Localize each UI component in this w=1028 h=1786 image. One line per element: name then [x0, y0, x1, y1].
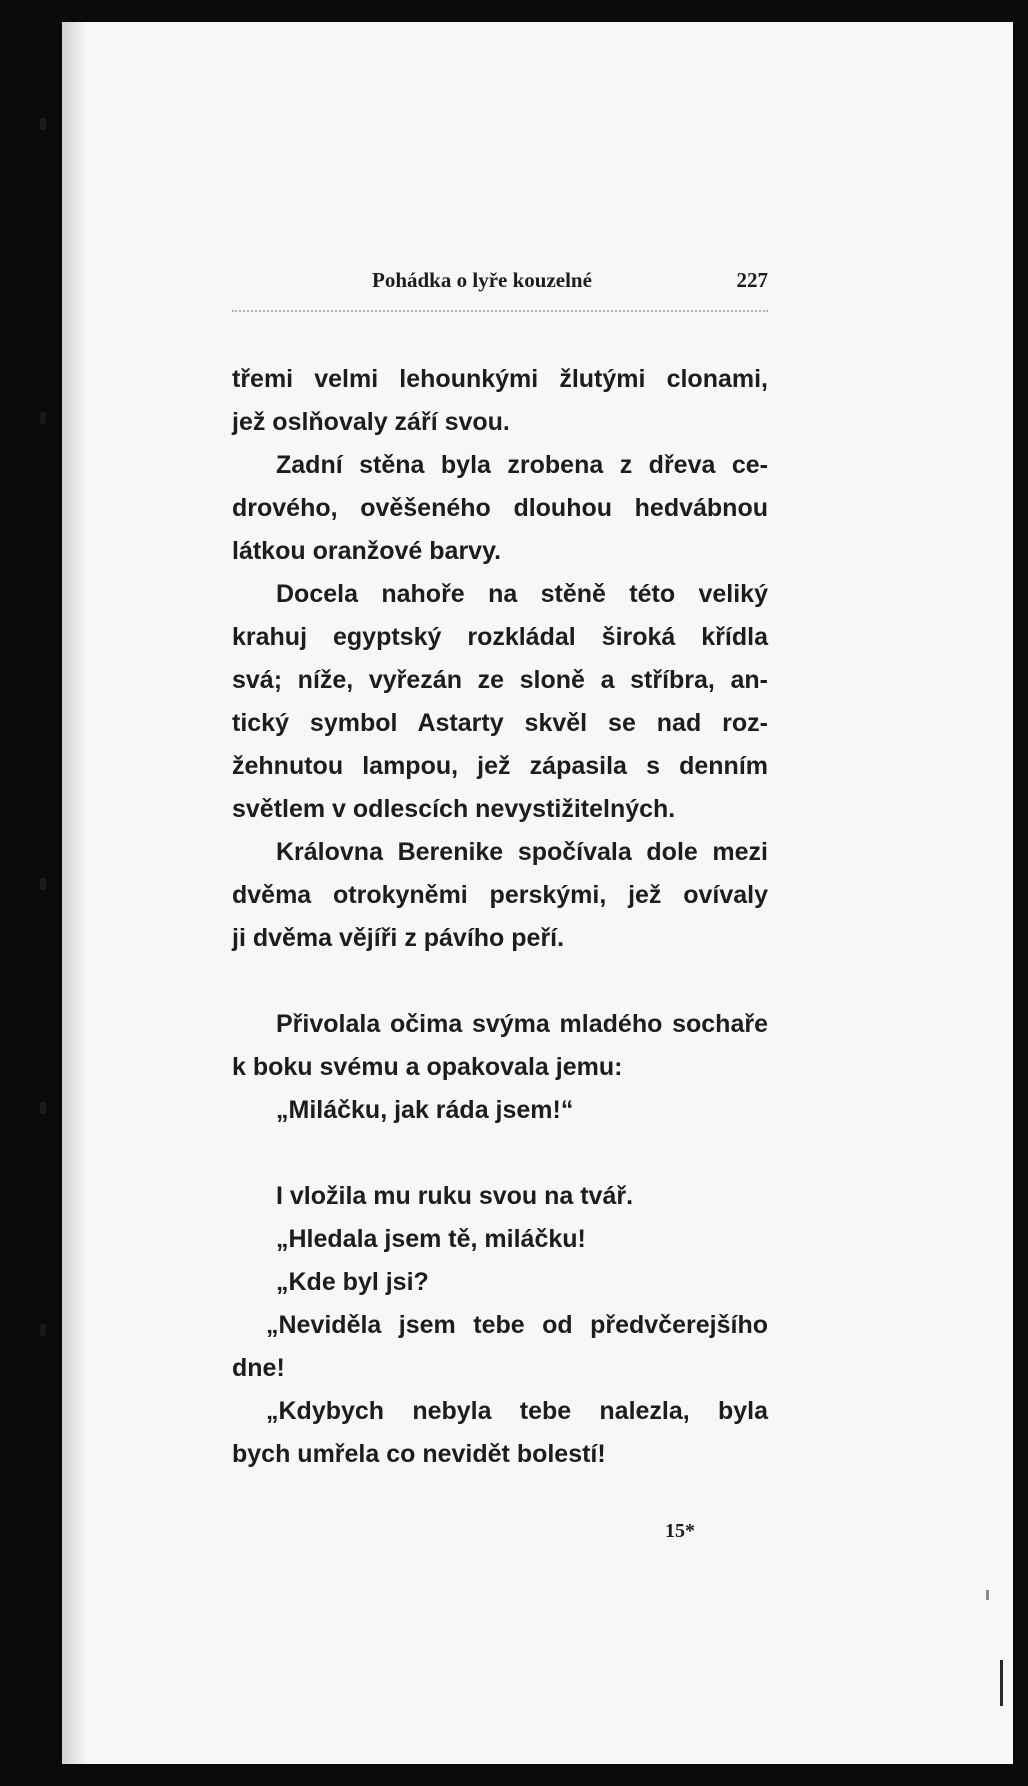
gutter-shadow	[65, 22, 87, 1764]
text-line: I vložila mu ruku svou na tvář.	[276, 1182, 634, 1210]
text-line: „Kdybych nebyla tebe nalezla, byla	[266, 1397, 768, 1425]
text-line: „Hledala jsem tě, miláčku!	[276, 1225, 586, 1253]
text-line: dne!	[232, 1354, 285, 1382]
text-line: třemi velmi lehounkými žlutými clonami,	[232, 365, 768, 393]
text-line: k boku svému a opakovala jemu:	[232, 1053, 623, 1081]
body-text	[232, 358, 768, 1476]
text-line: svá; níže, vyřezán ze sloně a stříbra, an-	[232, 666, 768, 694]
signature-mark: 15*	[665, 1520, 695, 1542]
text-line: Zadní stěna byla zrobena z dřeva ce-	[276, 451, 768, 479]
paragraph-gap	[232, 960, 768, 1003]
text-line: krahuj egyptský rozkládal široká křídla	[232, 623, 768, 651]
text-line: žehnutou lampou, jež zápasila s denním	[232, 752, 768, 780]
running-title: Pohádka o lyře kouzelné	[372, 268, 592, 292]
text-line: jež oslňovaly září svou.	[232, 408, 510, 436]
text-line: „Neviděla jsem tebe od předvčerejšího	[266, 1311, 768, 1339]
margin-mark	[40, 412, 46, 424]
margin-mark	[40, 878, 46, 890]
text-line: látkou oranžové barvy.	[232, 537, 502, 565]
margin-mark	[40, 118, 46, 130]
text-line: světlem v odlescích nevystižitelných.	[232, 795, 676, 823]
text-line: bych umřela co nevidět bolestí!	[232, 1440, 606, 1468]
text-line: Docela nahoře na stěně této veliký	[276, 580, 768, 608]
margin-mark	[40, 1324, 46, 1336]
page-edge-mark	[1000, 1660, 1003, 1706]
page-number: 227	[736, 268, 768, 292]
paragraph-gap	[232, 1132, 768, 1175]
header-rule	[232, 310, 768, 312]
text-line: ji dvěma vějíři z pávího peří.	[232, 924, 565, 952]
text-line: Královna Berenike spočívala dole mezi	[276, 838, 768, 866]
text-line: drového, ověšeného dlouhou hedvábnou	[232, 494, 768, 522]
text-line: dvěma otrokyněmi perskými, jež ovívaly	[232, 881, 768, 909]
text-line: „Miláčku, jak ráda jsem!“	[276, 1096, 574, 1124]
text-line: Přivolala očima svýma mladého sochaře	[276, 1010, 768, 1038]
text-line: „Kde byl jsi?	[276, 1268, 429, 1296]
text-line: tický symbol Astarty skvěl se nad roz-	[232, 709, 768, 737]
margin-mark	[40, 1102, 46, 1114]
page-edge-mark	[986, 1590, 989, 1600]
